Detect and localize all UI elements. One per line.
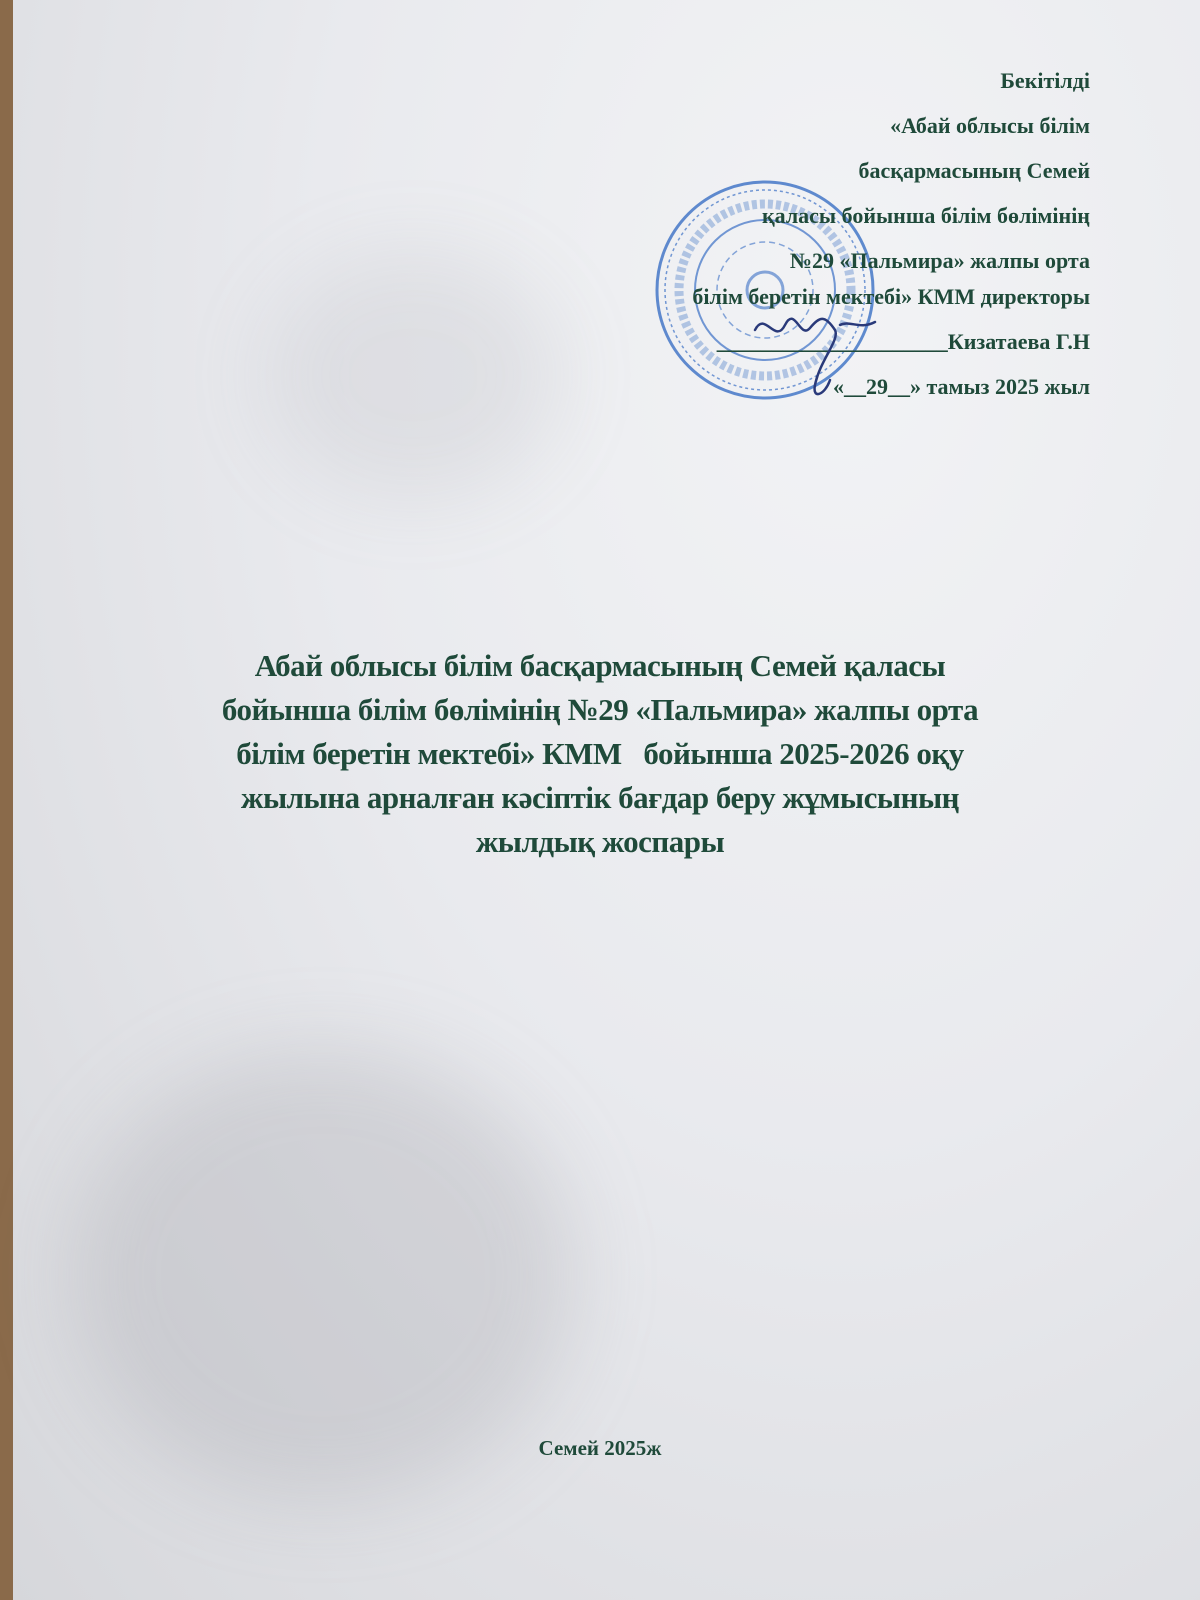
title-line: жылына арналған кәсіптік бағдар беру жұмысының bbox=[240, 780, 960, 815]
approval-date: «__29__» тамыз 2025 жыл bbox=[832, 374, 1090, 399]
title-line: білім беретін мектебі» КММ бойынша 2025-2026 оқу bbox=[236, 736, 964, 771]
approval-line: №29 «Пальмира» жалпы орта bbox=[789, 248, 1090, 273]
approval-line: «Абай облысы білім bbox=[890, 113, 1090, 138]
approval-line: білім беретін мектебі» КММ директоры bbox=[692, 284, 1090, 309]
approval-heading: Бекітілді bbox=[1000, 68, 1090, 93]
shadow bbox=[263, 250, 563, 500]
approval-line: басқармасының Семей bbox=[858, 158, 1090, 183]
shadow bbox=[73, 1050, 573, 1500]
title-line: бойынша білім бөлімінің №29 «Пальмира» жалпы орта bbox=[221, 692, 979, 727]
approval-line: қаласы бойынша білім бөлімінің bbox=[761, 203, 1090, 228]
title-line: Абай облысы білім басқармасының Семей қаласы bbox=[254, 648, 946, 683]
title-line: жылдық жоспары bbox=[475, 824, 725, 859]
place-year: Семей 2025ж bbox=[538, 1436, 662, 1460]
handwritten-signature bbox=[740, 300, 880, 410]
director-signature-line: _____________________Кизатаева Г.Н bbox=[716, 329, 1090, 354]
document-title bbox=[150, 644, 1050, 864]
